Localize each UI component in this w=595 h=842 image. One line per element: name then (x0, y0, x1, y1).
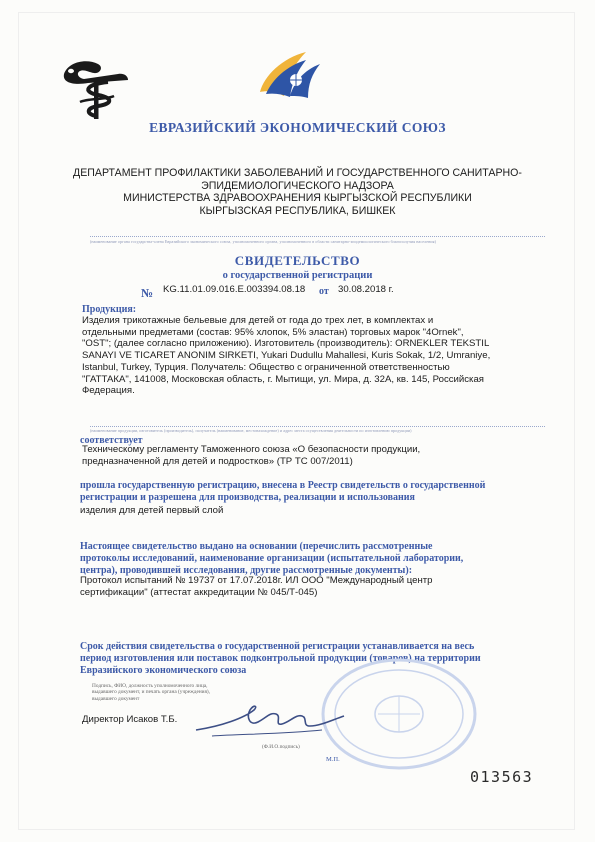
product-line: "ГАТТАКА", 141008, Московская область, г. Мытищи, ул. Мира, д. 32А, кв. 145, Российская (82, 373, 484, 385)
seal-place-label: М.П. (326, 756, 340, 763)
product-line: отдельными предметами (состав: 95% хлопок, 5% эластан) торговых марок "4Ornek", (82, 326, 464, 338)
signature-caption-line: выдавшего документ (92, 695, 140, 702)
regulation-line: предназначенной для детей и подростков» (ТР ТС 007/2011) (82, 455, 353, 467)
basis-documents (80, 575, 540, 598)
registry-value: изделия для детей первый слой (80, 505, 224, 516)
product-line: SANAYI VE TICARET ANONIM SIRKETI, Yukari Dudullu Mahallesi, Kuris Sokak, 1/2, Umraniye, (82, 350, 491, 362)
product-line: "OST"; (далее согласно приложению). Изготовитель (производитель): ORNEKLER TEKSTIL (82, 338, 490, 350)
divider (90, 426, 545, 427)
certificate-date: 30.08.2018 г. (338, 284, 394, 295)
basis-line: протоколы исследований, наименование организации (испытательной лаборатории, (80, 553, 464, 564)
union-title: ЕВРАЗИЙСКИЙ ЭКОНОМИЧЕСКИЙ СОЮЗ (149, 120, 446, 135)
registry-heading (80, 480, 485, 504)
conforms-label: соответствует (80, 435, 143, 446)
registry-line: регистрации и разрешена для производства, реализации и использования (80, 492, 415, 503)
department-line: ЭПИДЕМИОЛОГИЧЕСКОГО НАДЗОРА (201, 179, 394, 192)
validity-line: период изготовления или поставок подконтрольной продукции (товаров) на территории (80, 653, 481, 664)
department-line: КЫРГЫЗСКАЯ РЕСПУБЛИКА, БИШКЕК (199, 204, 396, 217)
number-label: № (141, 286, 154, 300)
regulation-line: Техническому регламенту Таможенного союза «О безопасности продукции, (82, 444, 421, 455)
department-line: МИНИСТЕРСТВА ЗДРАВООХРАНЕНИЯ КЫРГЫЗСКОЙ РЕСПУБЛИКИ (123, 192, 472, 204)
product-line: Изделия трикотажные бельевые для детей от года до трех лет, в комплектах и (82, 315, 434, 326)
regulation-text (82, 444, 542, 467)
basis-document-line: Протокол испытаний № 19737 от 17.07.2018г. ИЛ ООО "Международный центр (80, 575, 433, 586)
basis-heading (80, 541, 463, 577)
product-line: Istanbul, Turkey, Турция. Получатель: Общество с ограниченной ответственностью (82, 361, 450, 373)
signature-caption-line: Подпись, ФИО, должность уполномоченного лица, (92, 683, 208, 689)
product-caption: (наименование продукции, изготовитель (производитель), получатель (наименование, местонахождение) и адрес места осуществления деятельности по изготовлению продукции) (90, 428, 412, 433)
divider (90, 236, 545, 237)
validity-line: Срок действия свидетельства о государственной регистрации устанавливается на весь (80, 641, 475, 652)
validity-line: Евразийского экономического союза (80, 665, 247, 676)
eaeu-emblem-icon (256, 48, 326, 100)
product-line: Федерация. (82, 385, 135, 397)
signer-name: Директор Исаков Т.Б. (82, 714, 178, 725)
serial-number: 013563 (470, 768, 534, 786)
product-label: Продукция: (82, 304, 137, 315)
certificate-subtitle: о государственной регистрации (222, 270, 373, 281)
registry-line: прошла государственную регистрацию, внесена в Реестр свидетельств о государственной (80, 480, 486, 491)
signature-caption-line: выдавшего документ, и печать органа (учреждения), (92, 689, 211, 696)
basis-line: центра), проводившей исследования, другие рассмотренные документы): (80, 565, 413, 576)
handwritten-signature (192, 700, 352, 742)
certificate-title: СВИДЕТЕЛЬСТВО (234, 253, 361, 268)
department-line: ДЕПАРТАМЕНТ ПРОФИЛАКТИКИ ЗАБОЛЕВАНИЙ И ГОСУДАРСТВЕННОГО САНИТАРНО- (73, 167, 522, 179)
caduceus-icon (58, 52, 136, 124)
basis-document-line: сертификации" (аттестат аккредитации № 045/Т-045) (80, 586, 318, 598)
department-block (60, 167, 535, 217)
department-caption: (наименование органа государства-члена Евразийского экономического союза, уполномоченного органа, уполномоченного в области санитарно-эпидемиологического благополучия населения) (90, 239, 437, 244)
name-caption: (Ф.И.О.подпись) (262, 744, 300, 750)
basis-line: Настоящее свидетельство выдано на основании (перечислить рассмотренные (80, 541, 433, 552)
date-label: от (319, 286, 329, 297)
product-description (82, 315, 552, 397)
certificate-number: KG.11.01.09.016.E.003394.08.18 (163, 284, 306, 295)
